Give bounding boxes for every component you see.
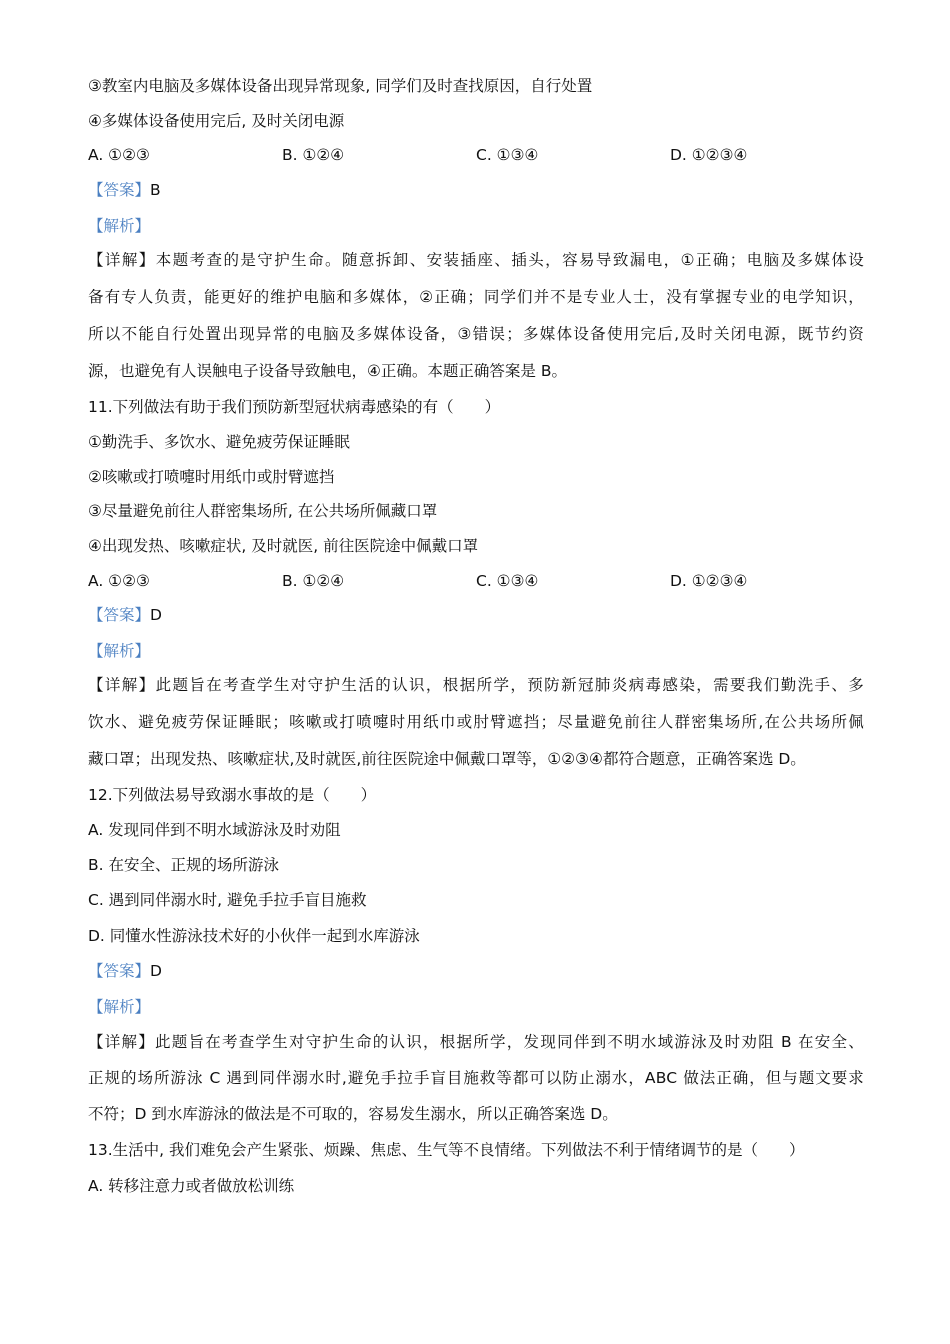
- q10-option-c: C. ①③④: [476, 146, 539, 164]
- q10-detail-line: 所以不能自行处置出现异常的电脑及多媒体设备，③错误；多媒体设备使用完后,及时关闭电源，既节约资: [88, 325, 864, 343]
- answer-tag: 【答案】: [88, 606, 151, 624]
- q11-option-d: D. ①②③④: [670, 572, 748, 590]
- q13-option-a: A. 转移注意力或者做放松训练: [88, 1177, 295, 1195]
- q10-detail-line: 备有专人负责，能更好的维护电脑和多媒体，②正确；同学们并不是专业人士，没有掌握专业的电学知识，: [88, 288, 864, 306]
- q12-detail-line: 不符；D 到水库游泳的做法是不可取的，容易发生溺水，所以正确答案选 D。: [88, 1105, 618, 1123]
- q11-option-c: C. ①③④: [476, 572, 539, 590]
- q12-detail-line: 正规的场所游泳 C 遇到同伴溺水时,避免手拉手盲目施救等都可以防止溺水，ABC 做法正确，但与题文要求: [88, 1069, 864, 1087]
- q10-option-a: A. ①②③: [88, 146, 150, 164]
- q10-detail-line: 【详解】本题考查的是守护生命。随意拆卸、安装插座、插头，容易导致漏电，①正确；电脑及多媒体设: [88, 251, 864, 269]
- q11-detail-line: 饮水、避免疲劳保证睡眠；咳嗽或打喷嚏时用纸巾或肘臂遮挡；尽量避免前往人群密集场所,在公共场所佩: [88, 713, 864, 731]
- answer-tag: 【答案】: [88, 181, 151, 199]
- q11-item-3: ③尽量避免前往人群密集场所, 在公共场所佩藏口罩: [88, 502, 438, 520]
- q11-item-2: ②咳嗽或打喷嚏时用纸巾或肘臂遮挡: [88, 468, 335, 486]
- q13-stem: 13.生活中, 我们难免会产生紧张、烦躁、焦虑、生气等不良情绪。下列做法不利于情绪调节的是（ ）: [88, 1141, 805, 1159]
- q11-item-1: ①勤洗手、多饮水、避免疲劳保证睡眠: [88, 433, 350, 451]
- q10-item-3: ③教室内电脑及多媒体设备出现异常现象, 同学们及时查找原因，自行处置: [88, 77, 593, 95]
- answer-value: D: [150, 606, 162, 624]
- q12-answer: [88, 961, 162, 981]
- q11-item-4: ④出现发热、咳嗽症状, 及时就医, 前往医院途中佩戴口罩: [88, 537, 479, 555]
- q11-detail-line: 【详解】此题旨在考查学生对守护生活的认识，根据所学，预防新冠肺炎病毒感染，需要我们勤洗手、多: [88, 676, 864, 694]
- q12-option-c: C. 遇到同伴溺水时, 避免手拉手盲目施救: [88, 891, 367, 909]
- q10-detail-line: 源，也避免有人误触电子设备导致触电，④正确。本题正确答案是 B。: [88, 362, 567, 380]
- q12-option-a: A. 发现同伴到不明水域游泳及时劝阻: [88, 821, 341, 839]
- answer-value: D: [150, 962, 162, 980]
- q11-option-a: A. ①②③: [88, 572, 150, 590]
- q12-option-b: B. 在安全、正规的场所游泳: [88, 856, 279, 874]
- q11-answer: [88, 605, 162, 625]
- q12-option-d: D. 同懂水性游泳技术好的小伙伴一起到水库游泳: [88, 927, 420, 945]
- q12-analysis-tag: 【解析】: [88, 998, 151, 1016]
- q10-option-b: B. ①②④: [282, 146, 345, 164]
- q11-stem: 11.下列做法有助于我们预防新型冠状病毒感染的有（ ）: [88, 398, 501, 416]
- q10-option-d: D. ①②③④: [670, 146, 748, 164]
- q12-stem: 12.下列做法易导致溺水事故的是（ ）: [88, 786, 377, 804]
- q12-detail-line: 【详解】此题旨在考查学生对守护生命的认识，根据所学，发现同伴到不明水域游泳及时劝阻 B 在安全、: [88, 1033, 864, 1051]
- q10-item-4: ④多媒体设备使用完后, 及时关闭电源: [88, 112, 345, 130]
- answer-value: B: [150, 181, 161, 199]
- q11-analysis-tag: 【解析】: [88, 642, 151, 660]
- answer-tag: 【答案】: [88, 962, 151, 980]
- q11-option-b: B. ①②④: [282, 572, 345, 590]
- q10-answer: [88, 180, 161, 200]
- q10-analysis-tag: 【解析】: [88, 217, 151, 235]
- q11-detail-line: 藏口罩；出现发热、咳嗽症状,及时就医,前往医院途中佩戴口罩等，①②③④都符合题意，正确答案选 D。: [88, 750, 806, 768]
